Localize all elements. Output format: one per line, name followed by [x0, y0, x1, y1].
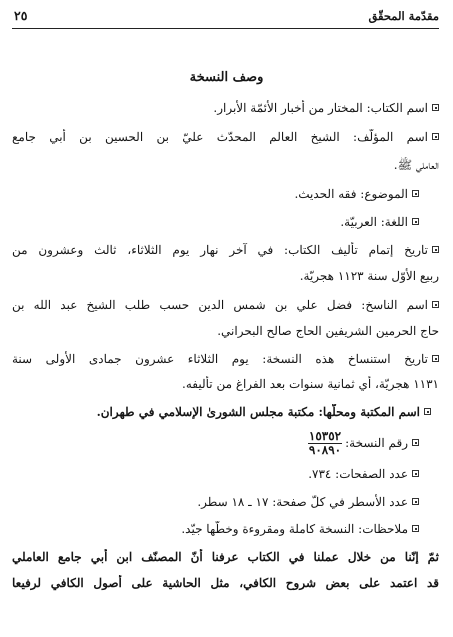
item-author-cont: العاملي ﷺ.	[393, 158, 439, 172]
item-completion-date: تاريخ إتمام تأليف الكتاب: في آخر نهار يوم الثلاثاء، ثالث وعشرون من	[12, 242, 439, 258]
item-notes: ملاحظات: النسخة كاملة ومقروءة وخطّها جيّد.	[12, 521, 419, 537]
item-subject: الموضوع: فقه الحديث.	[12, 186, 419, 202]
item-copy-number: رقم النسخة: $\frac{١٥٣٥٢}{٩٠٨٩٠}$	[12, 428, 419, 462]
item-copy-date-cont: ١١٣١ هجريّة، أي ثمانية سنوات بعد الفراغ من تأليفه.	[182, 377, 439, 391]
bullet-icon	[412, 525, 419, 532]
page-number: ٢٥	[14, 8, 28, 23]
copy-number-fraction	[308, 430, 342, 457]
item-copyist-cont: حاج الحرمين الشريفين الحاج صالح البحراني.	[217, 324, 439, 338]
bullet-icon	[412, 190, 419, 197]
item-book-name: اسم الكتاب: المختار من أخبار الأئمّة الأبرار.	[12, 100, 439, 116]
bullet-icon	[412, 470, 419, 477]
item-copy-date: تاريخ استنساخ هذه النسخة: يوم الثلاثاء عشرون جمادى الأُولى سنة	[12, 351, 439, 367]
bullet-icon	[412, 439, 419, 446]
item-copyist: اسم الناسخ: فضل علي بن شمس الدين حسب طلب الشيخ عبد الله بن	[12, 297, 439, 313]
closing-paragraph-line-1: ثمّ إنّنا من خلال عملنا في الكتاب عرفنا أنّ المصنّف ابن أبي جامع العاملي	[12, 550, 439, 564]
item-completion-date-cont: ربيع الأوّل سنة ١١٢٣ هجريّة.	[299, 269, 439, 283]
item-language: اللغة: العربيّة.	[12, 214, 419, 230]
running-title: مقدّمة المحقّق	[368, 9, 439, 23]
bullet-icon	[412, 218, 419, 225]
item-library: اسم المكتبة ومحلّها: مكتبة مجلس الشورىٰ الإسلامي في طهران.	[12, 404, 431, 420]
item-pages: عدد الصفحات: ٧٣٤.	[12, 466, 419, 482]
bullet-icon	[432, 301, 439, 308]
page-header	[12, 6, 439, 29]
bullet-icon	[412, 498, 419, 505]
section-title: وصف النسخة	[189, 70, 264, 85]
item-author: اسم المؤلّف: الشيخ العالم المحدّث عليّ بن الحسين بن أبي جامع	[12, 129, 439, 145]
bullet-icon	[424, 408, 431, 415]
bullet-icon	[432, 104, 439, 111]
copy-number-top: ١٥٣٥٢	[308, 429, 342, 443]
bullet-icon	[432, 355, 439, 362]
closing-paragraph-line-2: قد اعتمد على بعض شروح الكافي، مثل الحاشية على أصول الكافي لرفيعا	[12, 576, 439, 590]
bullet-icon	[432, 246, 439, 253]
bullet-icon	[432, 133, 439, 140]
item-lines: عدد الأسطر في كلّ صفحة: ١٧ ـ ١٨ سطر.	[12, 494, 419, 510]
copy-number-bottom: ٩٠٨٩٠	[308, 443, 342, 457]
